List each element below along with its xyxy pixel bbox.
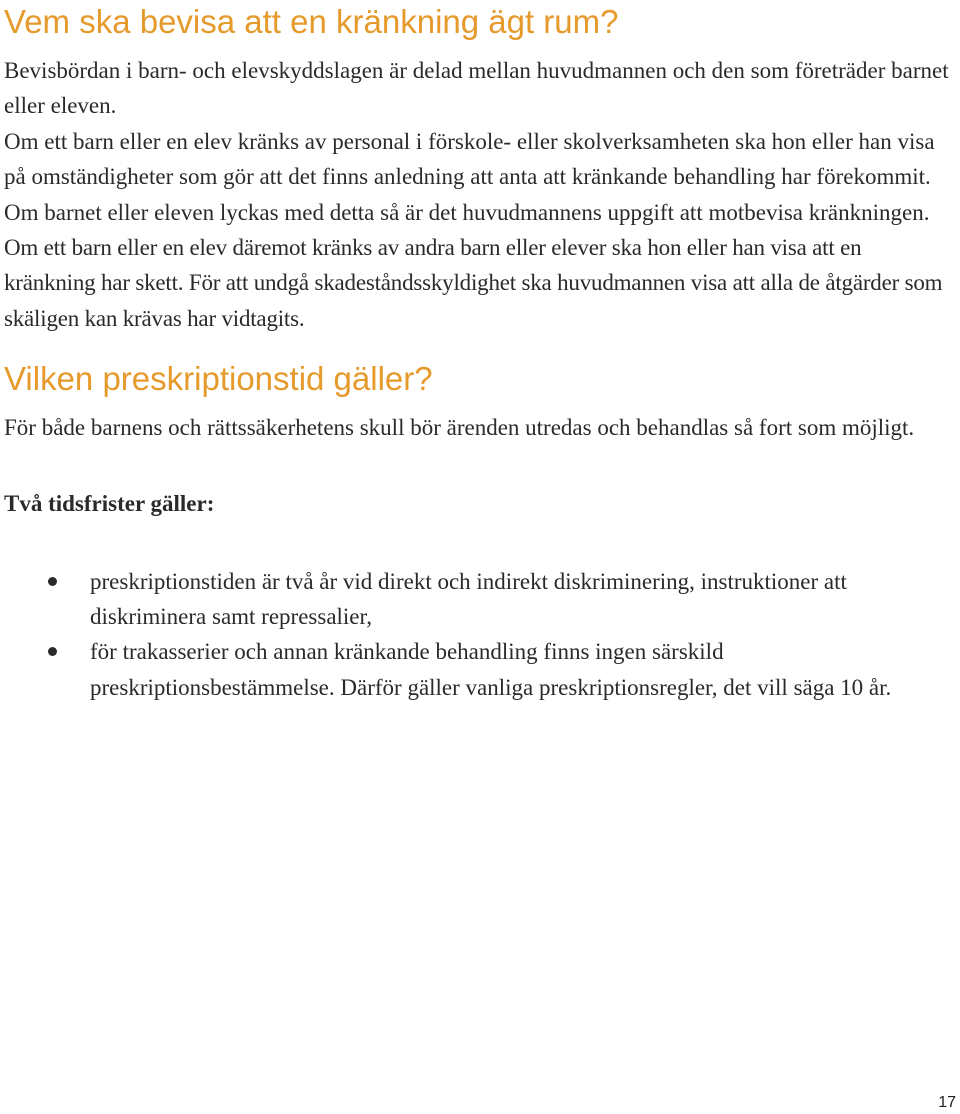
bullet-icon <box>48 647 57 656</box>
deadlines-label: Två tidsfrister gäller: <box>4 490 215 516</box>
document-page <box>4 0 954 705</box>
section-heading-burden-of-proof: Vem ska bevisa att en kränkning ägt rum? <box>4 3 619 40</box>
bullet-icon <box>48 577 57 586</box>
page-number: 17 <box>938 1094 956 1111</box>
list-item-text: för trakasserier och annan kränkande behandling finns ingen särskild preskriptionsbestämmelse. Därför gäller vanliga preskriptionsregler, det vill säga 10 år. <box>90 639 892 700</box>
paragraph-peer-offense: Om ett barn eller en elev däremot kränks av andra barn eller elever ska hon eller han visa att en kränkning har skett. För att undgå skadeståndsskyldighet ska huvudmannen visa att alla de åtgärder som skäligen kan krävas har vidtagits. <box>4 235 943 331</box>
paragraph-limitation-intro: För både barnens och rättssäkerhetens skull bör ärenden utredas och behandlas så fort som möjligt. <box>4 415 915 441</box>
section-heading-limitation-period: Vilken preskriptionstid gäller? <box>4 360 433 398</box>
list-item <box>4 564 954 635</box>
list-item <box>4 634 954 705</box>
list-item-text: preskriptionstiden är två år vid direkt och indirekt diskriminering, instruktioner att diskriminera samt repressalier, <box>90 568 847 630</box>
paragraph-staff-offense: Om ett barn eller en elev kränks av personal i förskole- eller skolverksamheten ska hon eller han visa på omständigheter som gör att det finns anledning att anta att kränkande behandling har förekommit. Om barnet eller eleven lyckas med detta så är det huvudmannens uppgift att motbevisa kränkningen. <box>4 128 935 225</box>
deadlines-list <box>4 564 954 706</box>
paragraph-burden-shared: Bevisbördan i barn- och elevskyddslagen är delad mellan huvudmannen och den som företräder barnet eller eleven. <box>4 58 949 119</box>
